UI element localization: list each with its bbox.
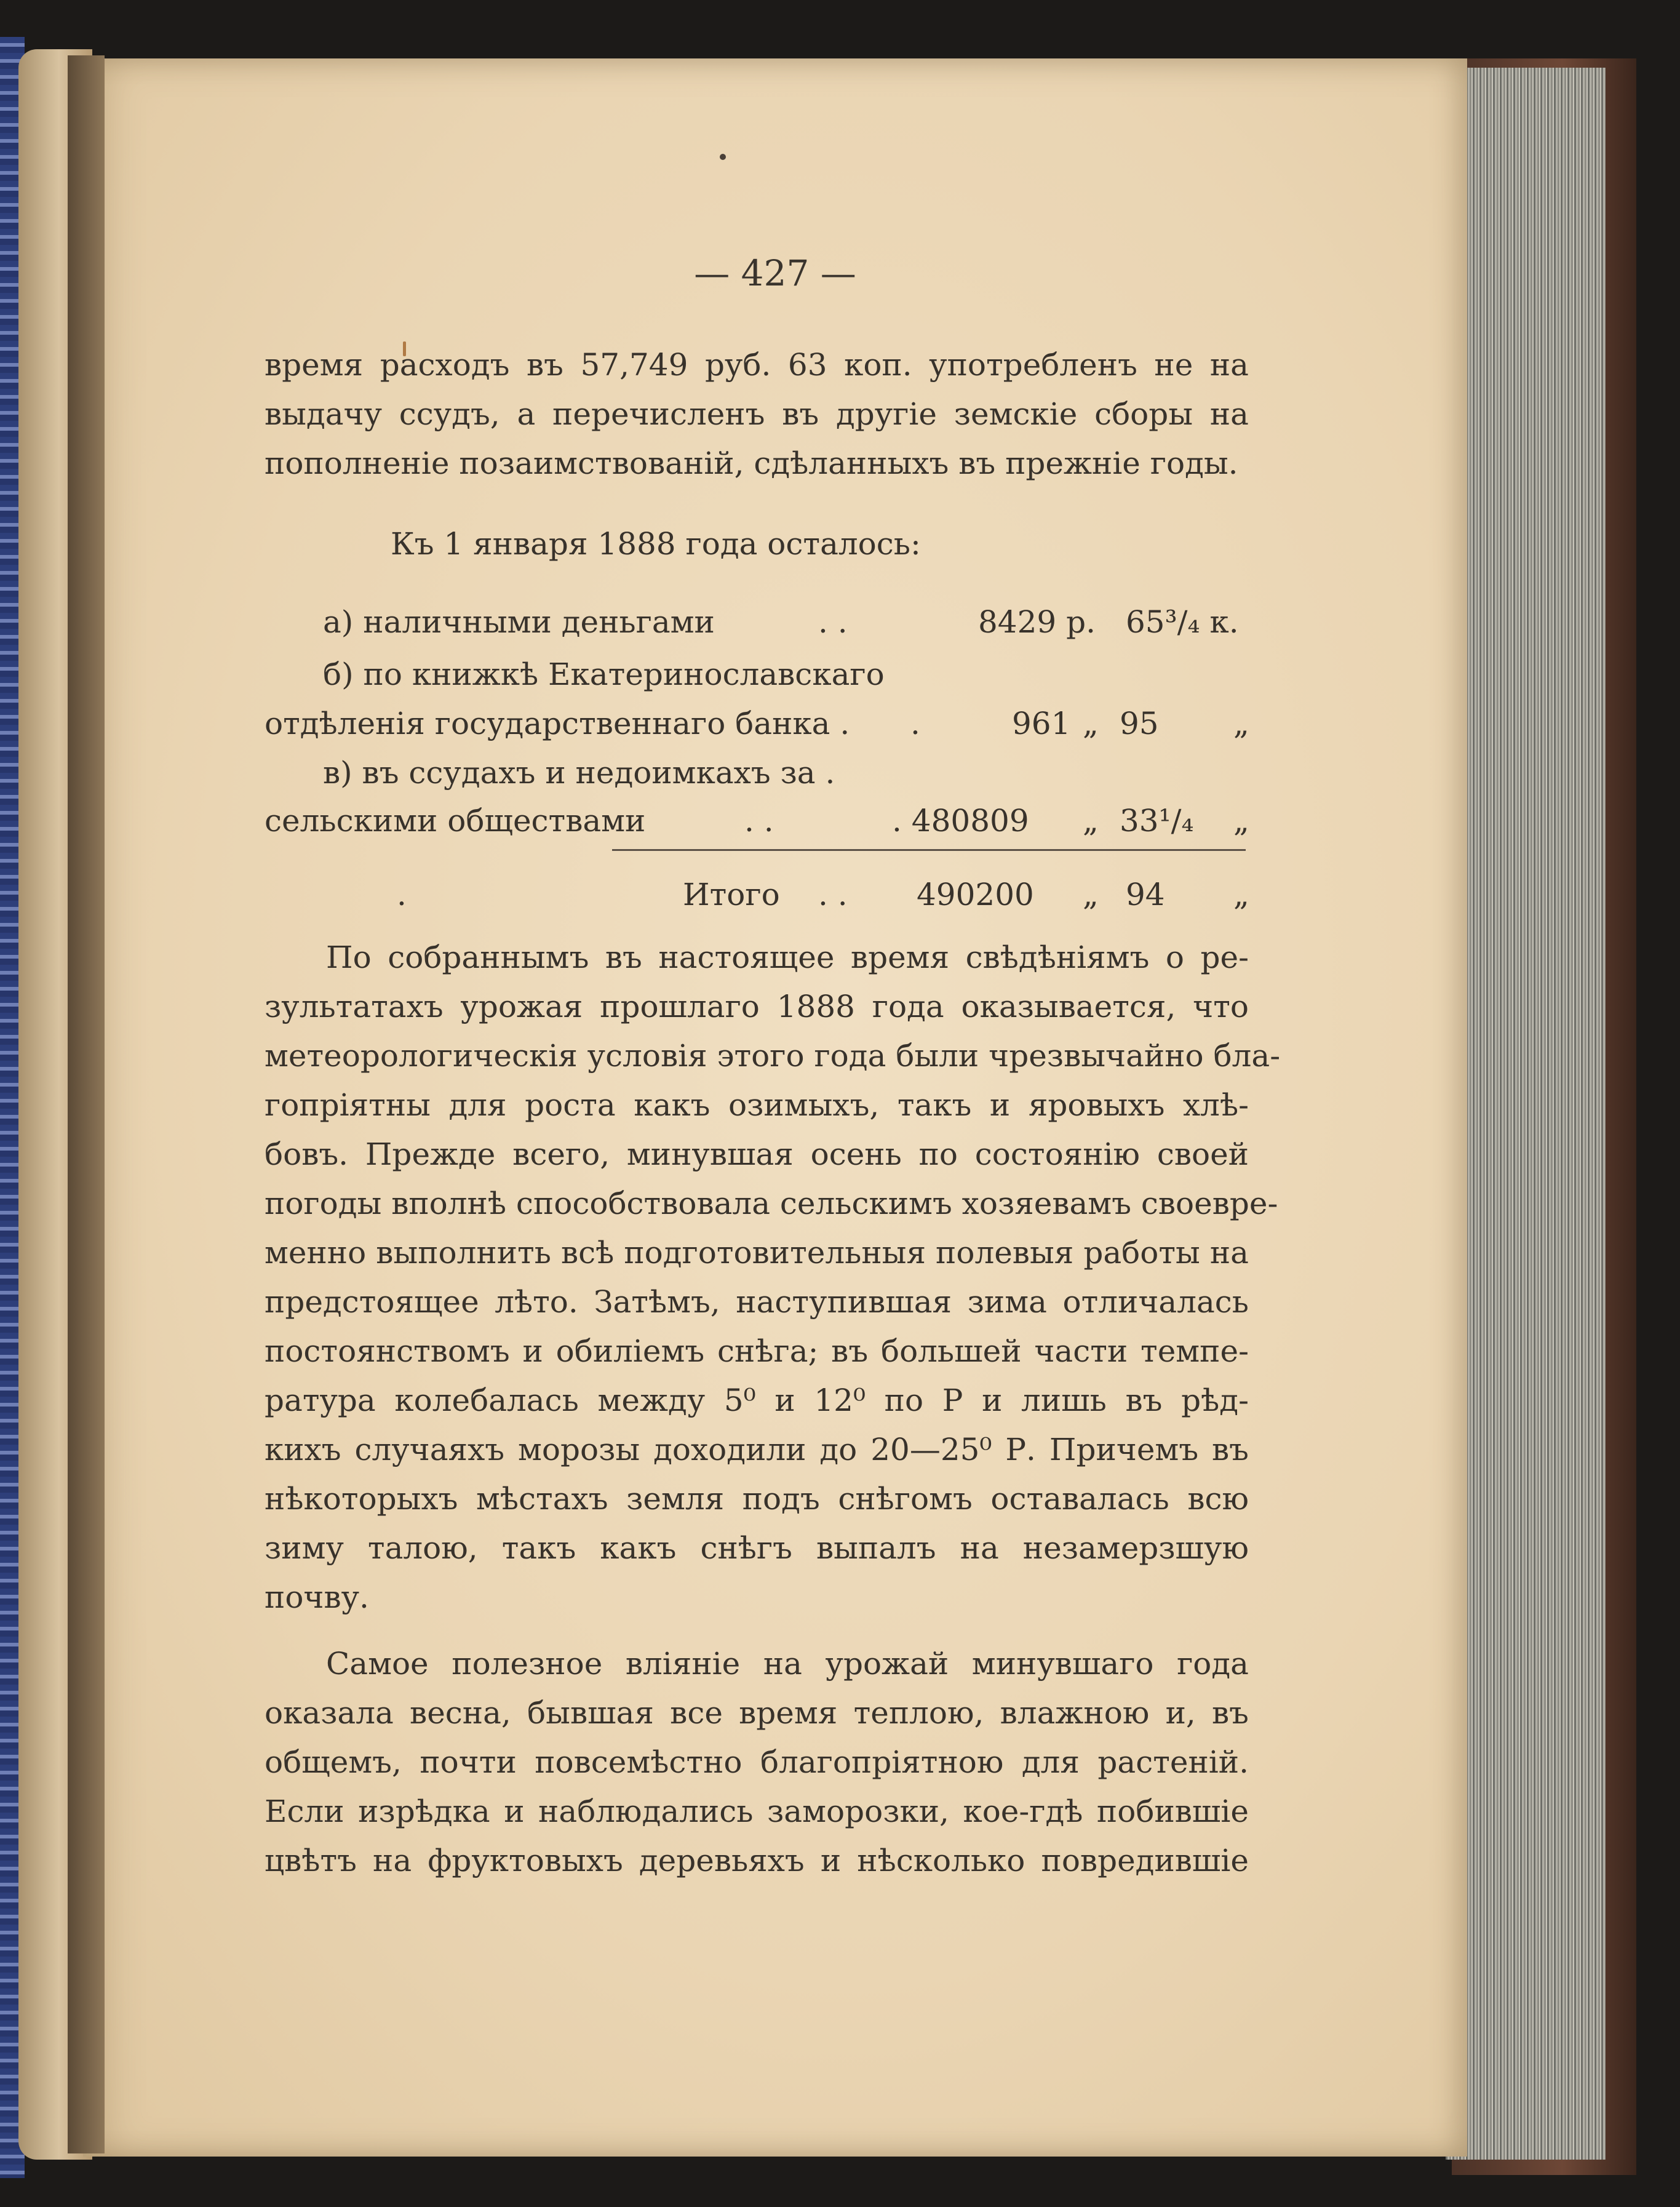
row-label: а) наличными деньгами — [323, 604, 715, 640]
text-line: Самое полезное вліяніе на урожай минувшаго года — [326, 1646, 1249, 1682]
row-rubles: 8429 р. — [978, 604, 1096, 640]
text-line: По собраннымъ въ настоящее время свѣдѣніямъ о ре- — [326, 940, 1249, 975]
row-dots: . — [910, 706, 920, 741]
text-line: общемъ, почти повсемѣстно благопріятною для растеній. — [265, 1744, 1249, 1780]
balance-row-loans-line1 — [265, 751, 1249, 795]
row-kopecks: 94 — [1126, 877, 1165, 912]
text-line: цвѣтъ на фруктовыхъ деревьяхъ и нѣсколько повредившіе — [265, 1843, 1249, 1878]
text-line: пополненіе позаимствованій, сдѣланныхъ въ прежніе годы. — [265, 445, 1238, 481]
text-line: зиму талою, такъ какъ снѣгъ выпалъ на незамерзшую — [265, 1530, 1249, 1566]
row-label: сельскими обществами — [265, 803, 646, 839]
row-ditto: „ — [1233, 706, 1249, 741]
text-line: бовъ. Прежде всего, минувшая осень по состоянію своей — [265, 1136, 1249, 1172]
row-ditto: „ — [1233, 803, 1249, 839]
text-line: время расходъ въ 57,749 руб. 63 коп. употребленъ не на — [265, 347, 1249, 383]
text-line: ратура колебалась между 5⁰ и 12⁰ по Р и лишь въ рѣд- — [265, 1383, 1249, 1418]
row-kopecks: 95 — [1120, 706, 1159, 741]
balance-row-cash — [265, 600, 1249, 644]
text-line: выдачу ссудъ, а перечисленъ въ другіе земскіе сборы на — [265, 396, 1249, 432]
row-kopecks: 65³/₄ к. — [1126, 604, 1239, 640]
text-line: Если изрѣдка и наблюдались заморозки, кое-гдѣ побившіе — [265, 1794, 1249, 1829]
row-dots: . . — [744, 803, 774, 839]
balance-heading: Къ 1 января 1888 года осталось: — [391, 526, 921, 562]
page-gutter — [68, 55, 105, 2153]
total-dot: . — [397, 877, 407, 912]
paper-speck — [720, 154, 726, 160]
row-label: отдѣленія государственнаго банка . — [265, 706, 850, 741]
text-line: зультатахъ урожая прошлаго 1888 года оказывается, что — [265, 989, 1249, 1024]
row-ditto: „ — [1083, 706, 1099, 741]
row-rubles: . 480809 — [892, 803, 1029, 839]
total-label: Итого — [683, 877, 780, 912]
row-kopecks: 33¹/₄ — [1120, 803, 1194, 839]
row-dots: . . — [818, 877, 848, 912]
balance-row-total — [265, 872, 1249, 917]
text-line: погоды вполнѣ способствовала сельскимъ хозяевамъ своевре- — [265, 1186, 1278, 1221]
text-line: метеорологическія условія этого года были чрезвычайно бла- — [265, 1038, 1281, 1074]
text-line: нѣкоторыхъ мѣстахъ земля подъ снѣгомъ оставалась всю — [265, 1481, 1249, 1517]
text-line: менно выполнить всѣ подготовительныя полевыя работы на — [265, 1235, 1249, 1271]
row-label: в) въ ссудахъ и недоимкахъ за . — [323, 755, 835, 791]
row-ditto: „ — [1083, 877, 1099, 912]
row-ditto: „ — [1083, 803, 1099, 839]
row-rubles: 961 — [1012, 706, 1071, 741]
row-dots: . . — [818, 604, 848, 640]
balance-row-bank-line1 — [265, 652, 1249, 696]
page-stack-edges — [1446, 68, 1606, 2160]
text-line: почву. — [265, 1579, 369, 1615]
text-line: гопріятны для роста какъ озимыхъ, такъ и яровыхъ хлѣ- — [265, 1087, 1249, 1123]
text-line: кихъ случаяхъ морозы доходили до 20—25⁰ Р. Причемъ въ — [265, 1432, 1249, 1467]
text-line: оказала весна, бывшая все время теплою, влажною и, въ — [265, 1695, 1249, 1731]
row-label: б) по книжкѣ Екатеринославскаго — [323, 657, 885, 692]
page-number: — 427 — — [694, 252, 856, 294]
text-line: предстоящее лѣто. Затѣмъ, наступившая зима отличалась — [265, 1284, 1249, 1320]
sum-rule — [612, 849, 1246, 851]
balance-row-bank — [265, 701, 1249, 746]
row-rubles: 490200 — [917, 877, 1034, 912]
text-line: постоянствомъ и обиліемъ снѣга; въ большей части темпе- — [265, 1333, 1249, 1369]
bleed-through — [320, 529, 328, 561]
balance-row-loans — [265, 799, 1249, 843]
row-ditto: „ — [1233, 877, 1249, 912]
